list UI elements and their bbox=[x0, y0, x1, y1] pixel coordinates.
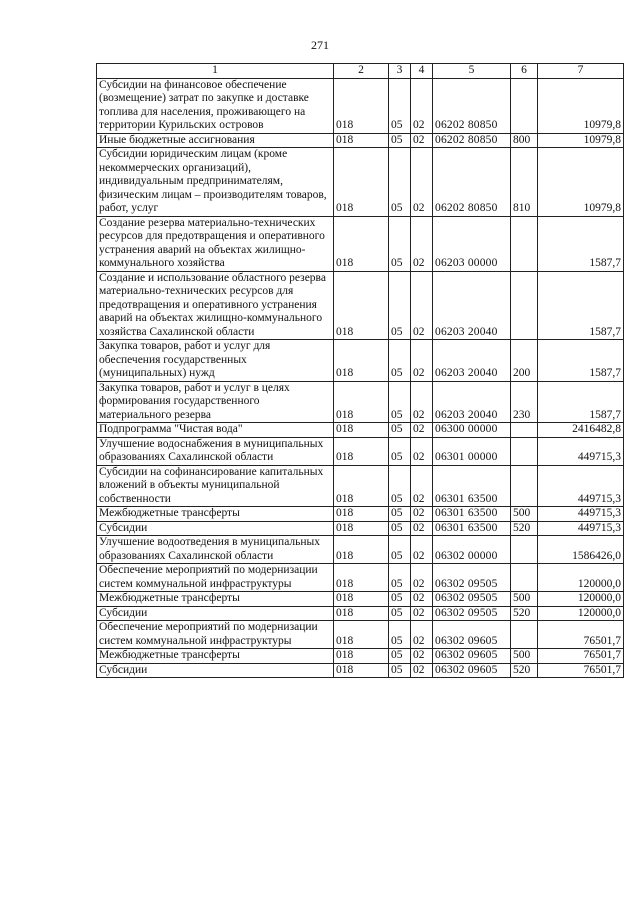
row-amount: 76501,7 bbox=[538, 621, 624, 649]
row-amount: 120000,0 bbox=[538, 592, 624, 607]
row-amount: 1587,7 bbox=[538, 271, 624, 340]
row-subsection-code: 02 bbox=[411, 340, 433, 382]
row-expense-type bbox=[511, 536, 538, 564]
row-section-code: 05 bbox=[389, 606, 411, 621]
row-expense-type: 230 bbox=[511, 381, 538, 423]
row-subsection-code: 02 bbox=[411, 536, 433, 564]
row-name: Закупка товаров, работ и услуг для обеспечения государственных (муниципальных) нужд bbox=[97, 340, 334, 382]
table-row bbox=[97, 133, 624, 148]
table-row bbox=[97, 423, 624, 438]
row-ministry-code: 018 bbox=[334, 606, 389, 621]
row-expense-type bbox=[511, 437, 538, 465]
row-subsection-code: 02 bbox=[411, 133, 433, 148]
row-expense-type: 520 bbox=[511, 663, 538, 678]
row-expense-type bbox=[511, 423, 538, 438]
row-amount: 1587,7 bbox=[538, 340, 624, 382]
row-target-article: 06302 09505 bbox=[433, 564, 511, 592]
column-header: 1 bbox=[97, 64, 334, 79]
row-name: Обеспечение мероприятий по модернизации систем коммунальной инфраструктуры bbox=[97, 564, 334, 592]
row-section-code: 05 bbox=[389, 423, 411, 438]
row-target-article: 06203 20040 bbox=[433, 340, 511, 382]
row-expense-type: 500 bbox=[511, 507, 538, 522]
row-name: Улучшение водоснабжения в муниципальных образованиях Сахалинской области bbox=[97, 437, 334, 465]
row-expense-type bbox=[511, 465, 538, 507]
row-target-article: 06203 20040 bbox=[433, 271, 511, 340]
row-section-code: 05 bbox=[389, 381, 411, 423]
row-ministry-code: 018 bbox=[334, 437, 389, 465]
row-section-code: 05 bbox=[389, 649, 411, 664]
row-subsection-code: 02 bbox=[411, 564, 433, 592]
row-section-code: 05 bbox=[389, 437, 411, 465]
row-expense-type: 500 bbox=[511, 649, 538, 664]
row-name: Создание и использование областного резерва материально-технических ресурсов для предотвращения и оперативного устранения аварий на объектах жилищно-коммунального хозяйства Сахалинской области bbox=[97, 271, 334, 340]
row-ministry-code: 018 bbox=[334, 423, 389, 438]
row-name: Подпрограмма "Чистая вода" bbox=[97, 423, 334, 438]
row-expense-type: 810 bbox=[511, 148, 538, 217]
row-subsection-code: 02 bbox=[411, 437, 433, 465]
row-expense-type bbox=[511, 78, 538, 133]
row-section-code: 05 bbox=[389, 216, 411, 271]
row-target-article: 06202 80850 bbox=[433, 133, 511, 148]
row-target-article: 06301 63500 bbox=[433, 521, 511, 536]
header-row bbox=[97, 64, 624, 79]
row-ministry-code: 018 bbox=[334, 521, 389, 536]
row-name: Межбюджетные трансферты bbox=[97, 649, 334, 664]
budget-table bbox=[96, 63, 624, 678]
row-name: Межбюджетные трансферты bbox=[97, 507, 334, 522]
row-target-article: 06302 09505 bbox=[433, 606, 511, 621]
row-target-article: 06202 80850 bbox=[433, 148, 511, 217]
row-subsection-code: 02 bbox=[411, 465, 433, 507]
table-row bbox=[97, 465, 624, 507]
row-subsection-code: 02 bbox=[411, 621, 433, 649]
table-row bbox=[97, 148, 624, 217]
column-header: 3 bbox=[389, 64, 411, 79]
row-name: Субсидии bbox=[97, 663, 334, 678]
table-row bbox=[97, 592, 624, 607]
row-section-code: 05 bbox=[389, 663, 411, 678]
row-ministry-code: 018 bbox=[334, 381, 389, 423]
row-amount: 1586426,0 bbox=[538, 536, 624, 564]
row-amount: 76501,7 bbox=[538, 649, 624, 664]
row-ministry-code: 018 bbox=[334, 78, 389, 133]
row-ministry-code: 018 bbox=[334, 271, 389, 340]
row-target-article: 06300 00000 bbox=[433, 423, 511, 438]
row-ministry-code: 018 bbox=[334, 621, 389, 649]
row-name: Улучшение водоотведения в муниципальных образованиях Сахалинской области bbox=[97, 536, 334, 564]
table-row bbox=[97, 649, 624, 664]
row-subsection-code: 02 bbox=[411, 592, 433, 607]
row-section-code: 05 bbox=[389, 340, 411, 382]
page-number: 271 bbox=[311, 38, 329, 52]
row-section-code: 05 bbox=[389, 507, 411, 522]
row-amount: 449715,3 bbox=[538, 465, 624, 507]
row-name: Создание резерва материально-технических ресурсов для предотвращения и оперативного устранения аварий на объектах жилищно-коммунального хозяйства bbox=[97, 216, 334, 271]
row-expense-type: 520 bbox=[511, 606, 538, 621]
row-target-article: 06301 63500 bbox=[433, 465, 511, 507]
column-header: 5 bbox=[433, 64, 511, 79]
row-target-article: 06302 00000 bbox=[433, 536, 511, 564]
row-target-article: 06301 63500 bbox=[433, 507, 511, 522]
row-name: Субсидии на софинансирование капитальных вложений в объекты муниципальной собственности bbox=[97, 465, 334, 507]
row-subsection-code: 02 bbox=[411, 521, 433, 536]
row-ministry-code: 018 bbox=[334, 507, 389, 522]
row-expense-type: 200 bbox=[511, 340, 538, 382]
row-name: Закупка товаров, работ и услуг в целях формирования государственного материального резерва bbox=[97, 381, 334, 423]
row-amount: 120000,0 bbox=[538, 606, 624, 621]
row-target-article: 06202 80850 bbox=[433, 78, 511, 133]
row-subsection-code: 02 bbox=[411, 663, 433, 678]
row-amount: 1587,7 bbox=[538, 381, 624, 423]
row-section-code: 05 bbox=[389, 465, 411, 507]
row-amount: 120000,0 bbox=[538, 564, 624, 592]
row-expense-type: 800 bbox=[511, 133, 538, 148]
table-row bbox=[97, 521, 624, 536]
row-section-code: 05 bbox=[389, 271, 411, 340]
row-name: Субсидии юридическим лицам (кроме некоммерческих организаций), индивидуальным предпринимателям, физическим лицам – производителям товаров, работ, услуг bbox=[97, 148, 334, 217]
row-subsection-code: 02 bbox=[411, 271, 433, 340]
table-row bbox=[97, 78, 624, 133]
row-target-article: 06302 09605 bbox=[433, 621, 511, 649]
row-subsection-code: 02 bbox=[411, 78, 433, 133]
row-ministry-code: 018 bbox=[334, 216, 389, 271]
row-amount: 76501,7 bbox=[538, 663, 624, 678]
row-target-article: 06203 20040 bbox=[433, 381, 511, 423]
row-target-article: 06301 00000 bbox=[433, 437, 511, 465]
row-subsection-code: 02 bbox=[411, 381, 433, 423]
table-row bbox=[97, 621, 624, 649]
row-expense-type: 520 bbox=[511, 521, 538, 536]
row-name: Субсидии на финансовое обеспечение (возмещение) затрат по закупке и доставке топлива для населения, проживающего на территории Курильских островов bbox=[97, 78, 334, 133]
row-expense-type bbox=[511, 271, 538, 340]
table-row bbox=[97, 536, 624, 564]
row-ministry-code: 018 bbox=[334, 465, 389, 507]
row-amount: 10979,8 bbox=[538, 148, 624, 217]
row-target-article: 06302 09605 bbox=[433, 663, 511, 678]
row-name: Межбюджетные трансферты bbox=[97, 592, 334, 607]
table-row bbox=[97, 271, 624, 340]
row-ministry-code: 018 bbox=[334, 536, 389, 564]
row-ministry-code: 018 bbox=[334, 592, 389, 607]
row-ministry-code: 018 bbox=[334, 663, 389, 678]
row-ministry-code: 018 bbox=[334, 649, 389, 664]
table-row bbox=[97, 606, 624, 621]
row-ministry-code: 018 bbox=[334, 340, 389, 382]
row-subsection-code: 02 bbox=[411, 606, 433, 621]
column-header: 2 bbox=[334, 64, 389, 79]
row-section-code: 05 bbox=[389, 78, 411, 133]
table-row bbox=[97, 507, 624, 522]
row-expense-type bbox=[511, 216, 538, 271]
row-section-code: 05 bbox=[389, 521, 411, 536]
row-section-code: 05 bbox=[389, 133, 411, 148]
row-subsection-code: 02 bbox=[411, 649, 433, 664]
row-target-article: 06302 09505 bbox=[433, 592, 511, 607]
row-amount: 449715,3 bbox=[538, 437, 624, 465]
row-subsection-code: 02 bbox=[411, 216, 433, 271]
row-name: Субсидии bbox=[97, 606, 334, 621]
row-subsection-code: 02 bbox=[411, 148, 433, 217]
row-subsection-code: 02 bbox=[411, 423, 433, 438]
row-ministry-code: 018 bbox=[334, 564, 389, 592]
row-name: Обеспечение мероприятий по модернизации систем коммунальной инфраструктуры bbox=[97, 621, 334, 649]
row-amount: 1587,7 bbox=[538, 216, 624, 271]
row-subsection-code: 02 bbox=[411, 507, 433, 522]
table-row bbox=[97, 564, 624, 592]
row-name: Иные бюджетные ассигнования bbox=[97, 133, 334, 148]
table-row bbox=[97, 381, 624, 423]
table-row bbox=[97, 340, 624, 382]
row-amount: 449715,3 bbox=[538, 507, 624, 522]
table-row bbox=[97, 216, 624, 271]
row-expense-type bbox=[511, 621, 538, 649]
row-ministry-code: 018 bbox=[334, 133, 389, 148]
row-expense-type: 500 bbox=[511, 592, 538, 607]
row-target-article: 06203 00000 bbox=[433, 216, 511, 271]
table-row bbox=[97, 437, 624, 465]
row-section-code: 05 bbox=[389, 148, 411, 217]
row-expense-type bbox=[511, 564, 538, 592]
column-header: 6 bbox=[511, 64, 538, 79]
row-section-code: 05 bbox=[389, 621, 411, 649]
row-amount: 10979,8 bbox=[538, 133, 624, 148]
row-name: Субсидии bbox=[97, 521, 334, 536]
row-target-article: 06302 09605 bbox=[433, 649, 511, 664]
row-section-code: 05 bbox=[389, 564, 411, 592]
row-amount: 10979,8 bbox=[538, 78, 624, 133]
table-row bbox=[97, 663, 624, 678]
column-header: 4 bbox=[411, 64, 433, 79]
row-amount: 2416482,8 bbox=[538, 423, 624, 438]
row-section-code: 05 bbox=[389, 536, 411, 564]
row-amount: 449715,3 bbox=[538, 521, 624, 536]
row-section-code: 05 bbox=[389, 592, 411, 607]
row-ministry-code: 018 bbox=[334, 148, 389, 217]
column-header: 7 bbox=[538, 64, 624, 79]
